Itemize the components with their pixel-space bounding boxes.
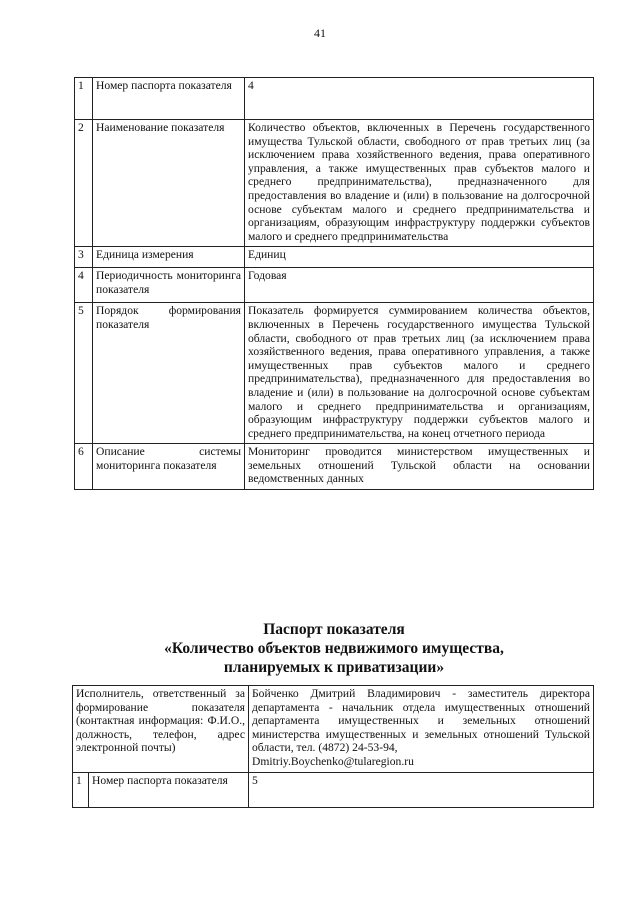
heading-line: «Количество объектов недвижимого имущества, [164,640,504,657]
row-number: 3 [75,247,93,268]
indicator-passport-table [74,77,594,490]
field-label: Порядок формирования показателя [93,303,245,444]
field-value: Годовая [245,268,594,303]
field-value: Количество объектов, включенных в Перечень государственного имущества Тульской области, свободного от прав третьих лиц (за исключением права хозяйственного ведения, права оперативного управления, а также имущественных прав субъектов малого и среднего предпринимательства), предназначенного для предоставления во владение и (или) в пользование на долгосрочной основе субъектам малого и среднего предпринимательства и организациям, образующим инфраструктуру поддержки субъектов малого и среднего предпринимательства [245,120,594,247]
executor-value [249,686,594,773]
field-value: Мониторинг проводится министерством имущественных и земельных отношений Тульской области на основании ведомственных данных [245,444,594,490]
executor-info: Бойченко Дмитрий Владимирович - заместитель директора департамента - начальник отдела имущественных отношений департамента имущественных и земельных отношений министерства имущественных и земельных отношений Тульской области, тел. (4872) 24-53-94, [252,687,590,755]
executor-label: Исполнитель, ответственный за формирование показателя (контактная информация: Ф.И.О., должность, телефон, адрес электронной почты) [73,686,249,773]
heading-line: планируемых к приватизации» [223,659,445,676]
field-value: Единиц [245,247,594,268]
row-number: 6 [75,444,93,490]
field-label: Периодичность мониторинга показателя [93,268,245,303]
table-row [73,686,594,773]
field-value: 5 [249,772,594,807]
section-heading [0,620,640,677]
field-value: Показатель формируется суммированием количества объектов, включенных в Перечень государственного имущества Тульской области, свободного от прав третьих лиц (за исключением права хозяйственного ведения, права оперативного управления, а также имущественных прав субъектов малого и среднего предпринимательства), предназначенного для предоставления во владение и (или) в пользование на долгосрочной основе субъектам малого и среднего предпринимательства и организациям, образующим инфраструктуру поддержки субъектов малого и среднего предпринимательства, на конец отчетного периода [245,303,594,444]
executor-table [72,685,594,808]
table-row [75,444,594,490]
field-label: Номер паспорта показателя [89,772,249,807]
field-label: Описание системы мониторинга показателя [93,444,245,490]
table-row [75,78,594,120]
row-number: 5 [75,303,93,444]
page-number: 41 [314,26,326,40]
table-row [73,772,594,807]
row-number: 4 [75,268,93,303]
row-number: 2 [75,120,93,247]
field-label: Единица измерения [93,247,245,268]
field-label: Наименование показателя [93,120,245,247]
row-number: 1 [73,772,89,807]
field-label: Номер паспорта показателя [93,78,245,120]
executor-email: Dmitriy.Boychenko@tularegion.ru [252,754,414,768]
table-row [75,247,594,268]
heading-line: Паспорт показателя [263,621,405,638]
field-value: 4 [245,78,594,120]
table-row [75,120,594,247]
row-number: 1 [75,78,93,120]
table-row [75,303,594,444]
table-row [75,268,594,303]
